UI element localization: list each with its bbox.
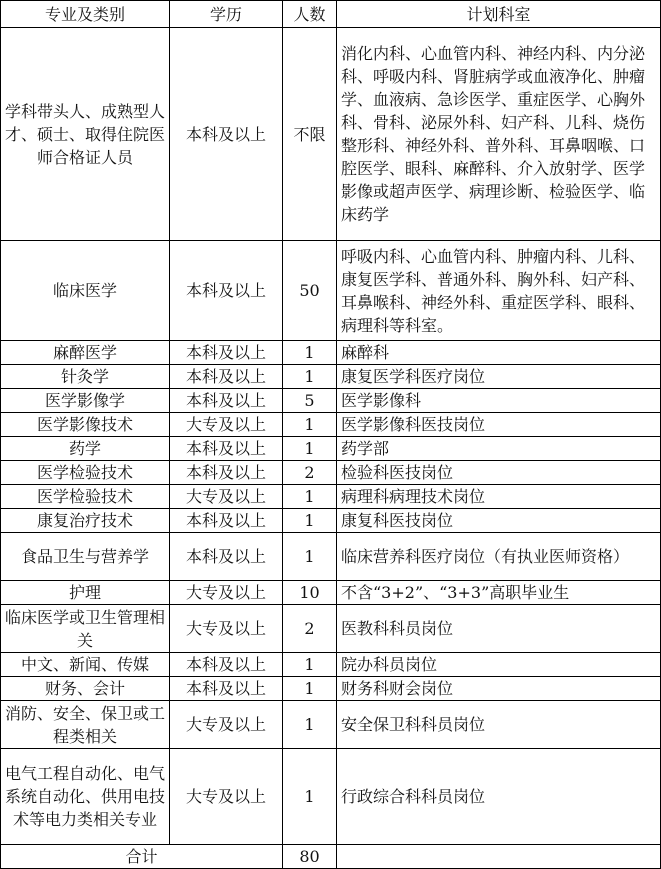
category-cell: 中文、新闻、传媒 xyxy=(1,653,170,677)
education-cell: 本科及以上 xyxy=(170,28,283,241)
category-cell: 康复治疗技术 xyxy=(1,509,170,533)
education-cell: 本科及以上 xyxy=(170,389,283,413)
table-row xyxy=(1,533,661,581)
education-cell: 本科及以上 xyxy=(170,533,283,581)
count-cell: 10 xyxy=(283,581,337,605)
table-row xyxy=(1,365,661,389)
education-cell: 大专及以上 xyxy=(170,749,283,845)
count-cell: 1 xyxy=(283,413,337,437)
category-cell: 临床医学或卫生管理相关 xyxy=(1,605,170,653)
table-row xyxy=(1,677,661,701)
count-cell: 1 xyxy=(283,677,337,701)
department-cell: 临床营养科医疗岗位（有执业医师资格） xyxy=(337,533,661,581)
education-cell: 本科及以上 xyxy=(170,365,283,389)
education-cell: 大专及以上 xyxy=(170,413,283,437)
education-cell: 大专及以上 xyxy=(170,605,283,653)
header-education: 学历 xyxy=(170,1,283,28)
category-cell: 临床医学 xyxy=(1,241,170,341)
total-label: 合计 xyxy=(1,845,283,869)
table-row xyxy=(1,653,661,677)
category-cell: 财务、会计 xyxy=(1,677,170,701)
table-row xyxy=(1,749,661,845)
table-row xyxy=(1,581,661,605)
count-cell: 1 xyxy=(283,437,337,461)
department-cell: 麻醉科 xyxy=(337,341,661,365)
category-cell: 药学 xyxy=(1,437,170,461)
table-row xyxy=(1,28,661,241)
department-cell: 药学部 xyxy=(337,437,661,461)
department-cell: 院办科员岗位 xyxy=(337,653,661,677)
department-cell: 呼吸内科、心血管内科、肿瘤内科、儿科、康复医学科、普通外科、胸外科、妇产科、耳鼻喉科、神经外科、重症医学科、眼科、病理科等科室。 xyxy=(337,241,661,341)
category-cell: 学科带头人、成熟型人才、硕士、取得住院医师合格证人员 xyxy=(1,28,170,241)
category-cell: 消防、安全、保卫或工程类相关 xyxy=(1,701,170,749)
table-row xyxy=(1,701,661,749)
category-cell: 麻醉医学 xyxy=(1,341,170,365)
table-row xyxy=(1,605,661,653)
total-department-empty xyxy=(337,845,661,869)
education-cell: 大专及以上 xyxy=(170,485,283,509)
education-cell: 本科及以上 xyxy=(170,653,283,677)
table-row xyxy=(1,461,661,485)
category-cell: 医学检验技术 xyxy=(1,461,170,485)
department-cell: 安全保卫科科员岗位 xyxy=(337,701,661,749)
total-row xyxy=(1,845,661,869)
table-row xyxy=(1,413,661,437)
education-cell: 本科及以上 xyxy=(170,677,283,701)
count-cell: 50 xyxy=(283,241,337,341)
education-cell: 大专及以上 xyxy=(170,581,283,605)
total-count: 80 xyxy=(283,845,337,869)
category-cell: 针灸学 xyxy=(1,365,170,389)
department-cell: 医学影像科 xyxy=(337,389,661,413)
count-cell: 5 xyxy=(283,389,337,413)
education-cell: 本科及以上 xyxy=(170,461,283,485)
table-row xyxy=(1,241,661,341)
table-row xyxy=(1,437,661,461)
category-cell: 电气工程自动化、电气系统自动化、供用电技术等电力类相关专业 xyxy=(1,749,170,845)
count-cell: 不限 xyxy=(283,28,337,241)
count-cell: 1 xyxy=(283,365,337,389)
count-cell: 1 xyxy=(283,509,337,533)
department-cell: 不含“3+2”、“3+3”高职毕业生 xyxy=(337,581,661,605)
education-cell: 本科及以上 xyxy=(170,341,283,365)
count-cell: 2 xyxy=(283,605,337,653)
department-cell: 康复科医技岗位 xyxy=(337,509,661,533)
category-cell: 护理 xyxy=(1,581,170,605)
department-cell: 消化内科、心血管内科、神经内科、内分泌科、呼吸内科、肾脏病学或血液净化、肿瘤学、血液病、急诊医学、重症医学、心胸外科、骨科、泌尿外科、妇产科、儿科、烧伤整形科、神经外科、普外科、耳鼻咽喉、口腔医学、眼科、麻醉科、介入放射学、医学影像或超声医学、病理诊断、检验医学、临床药学 xyxy=(337,28,661,241)
header-row xyxy=(1,1,661,28)
count-cell: 1 xyxy=(283,533,337,581)
department-cell: 行政综合科科员岗位 xyxy=(337,749,661,845)
count-cell: 1 xyxy=(283,749,337,845)
count-cell: 2 xyxy=(283,461,337,485)
department-cell: 医教科科员岗位 xyxy=(337,605,661,653)
header-department: 计划科室 xyxy=(337,1,661,28)
education-cell: 本科及以上 xyxy=(170,241,283,341)
category-cell: 医学影像学 xyxy=(1,389,170,413)
education-cell: 本科及以上 xyxy=(170,509,283,533)
count-cell: 1 xyxy=(283,701,337,749)
department-cell: 检验科医技岗位 xyxy=(337,461,661,485)
count-cell: 1 xyxy=(283,341,337,365)
category-cell: 食品卫生与营养学 xyxy=(1,533,170,581)
department-cell: 医学影像科医技岗位 xyxy=(337,413,661,437)
table-row xyxy=(1,389,661,413)
table-row xyxy=(1,509,661,533)
department-cell: 康复医学科医疗岗位 xyxy=(337,365,661,389)
category-cell: 医学检验技术 xyxy=(1,485,170,509)
education-cell: 本科及以上 xyxy=(170,437,283,461)
department-cell: 财务科财会岗位 xyxy=(337,677,661,701)
count-cell: 1 xyxy=(283,653,337,677)
table-row xyxy=(1,341,661,365)
count-cell: 1 xyxy=(283,485,337,509)
department-cell: 病理科病理技术岗位 xyxy=(337,485,661,509)
table-row xyxy=(1,485,661,509)
header-count: 人数 xyxy=(283,1,337,28)
education-cell: 大专及以上 xyxy=(170,701,283,749)
header-category: 专业及类别 xyxy=(1,1,170,28)
category-cell: 医学影像技术 xyxy=(1,413,170,437)
